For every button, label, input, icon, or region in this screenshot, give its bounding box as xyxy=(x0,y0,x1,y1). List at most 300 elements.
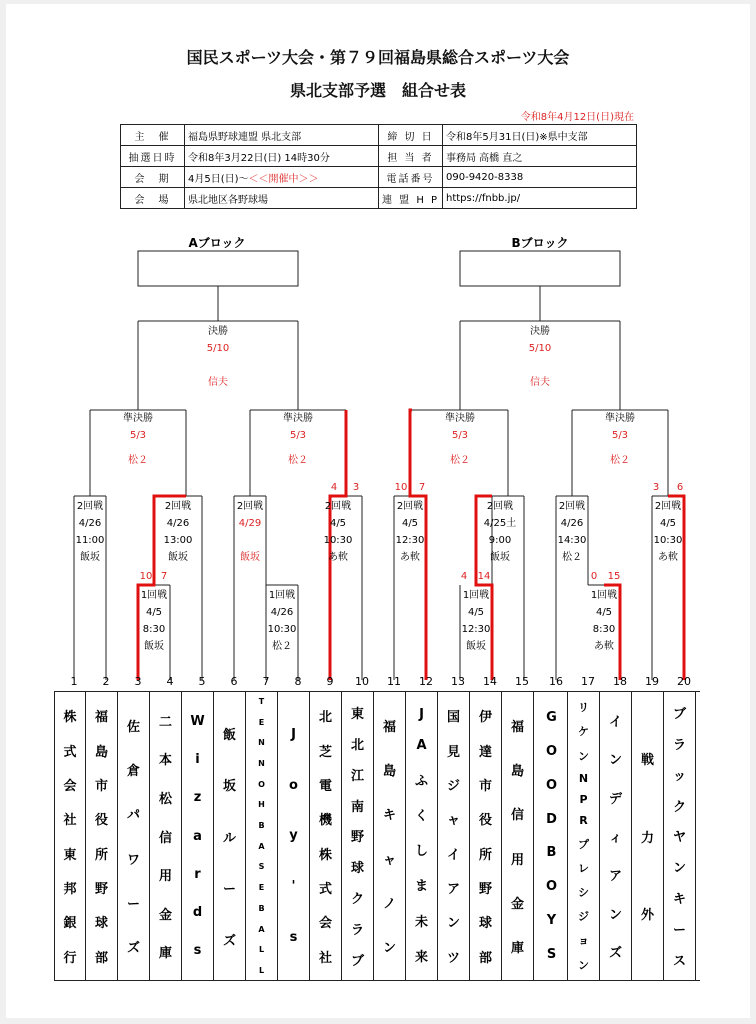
team-name-char: レ xyxy=(578,861,589,875)
round2-7-date: 4/26 xyxy=(560,518,584,529)
round2-3-time xyxy=(230,532,270,549)
team-name-char: 会 xyxy=(318,916,332,932)
team-name-char: 庫 xyxy=(510,940,524,956)
draw-label: 抽選日時 xyxy=(121,146,185,167)
team-name-char: i xyxy=(195,752,200,768)
team-name-char: 南 xyxy=(350,799,364,815)
round2-1-date: 4/26 xyxy=(78,518,102,529)
team-name-char: ス xyxy=(672,954,686,970)
slot-number: 5 xyxy=(198,675,206,688)
team-name-char: 信 xyxy=(510,808,524,824)
round2-1-venue: 飯坂 xyxy=(80,552,100,563)
host-value: 福島県野球連盟 県北支部 xyxy=(185,125,379,146)
team-name-char: ク xyxy=(672,799,686,815)
team-name-char: a xyxy=(193,828,202,844)
team-name-char: d xyxy=(192,904,203,920)
team-name-char: ン xyxy=(578,958,589,972)
score-r2-5-right: 7 xyxy=(418,482,426,493)
team-name-char: 芝 xyxy=(318,744,332,760)
round2-5-time: 12:30 xyxy=(395,535,425,546)
team-name-char: A xyxy=(258,841,265,851)
team-name-char: 球 xyxy=(94,916,108,932)
team-name-char: 未 xyxy=(414,914,428,930)
team-name-char: ア xyxy=(608,869,622,885)
team-name-char: ふ xyxy=(414,773,428,789)
team-name-char: z xyxy=(193,790,202,806)
team-name-char: 来 xyxy=(414,949,428,965)
hp-value[interactable]: https://fnbb.jp/ xyxy=(443,188,637,209)
team-name xyxy=(278,691,310,981)
team-name-char: 用 xyxy=(510,852,524,868)
team-name-char: 飯 xyxy=(222,727,236,743)
slot-number: 14 xyxy=(483,675,497,688)
team-name-char: 東 xyxy=(350,706,364,722)
team-name-char: J xyxy=(419,707,424,723)
team-name-char: パ xyxy=(126,808,140,824)
slot-number: 9 xyxy=(326,675,334,688)
round2-match-1 xyxy=(70,498,110,566)
team-name-char: J xyxy=(291,726,296,742)
final-b-venue: 信夫 xyxy=(530,377,550,388)
team-name-char: ズ xyxy=(126,940,140,956)
round2-1-name: 2回戦 xyxy=(76,501,104,512)
team-name-char: 倉 xyxy=(126,764,140,780)
round1-match-3 xyxy=(456,587,496,655)
round2-5-venue: あ軟 xyxy=(400,552,420,563)
staff-value: 事務局 高橋 直之 xyxy=(443,146,637,167)
round2-4-time: 10:30 xyxy=(323,535,353,546)
semi-3-date: 5/3 xyxy=(451,430,469,441)
team-name-char: 所 xyxy=(94,847,108,863)
team-name-char: ラ xyxy=(672,737,686,753)
round2-match-2 xyxy=(158,498,198,566)
round2-3-name: 2回戦 xyxy=(236,501,264,512)
team-name-char: 役 xyxy=(94,813,108,829)
team-name-char: B xyxy=(258,821,265,831)
team-name-char: し xyxy=(414,844,428,860)
team-name-char: ジ xyxy=(446,778,460,794)
round1-1-name: 1回戦 xyxy=(140,590,168,601)
team-name-char: L xyxy=(258,965,265,975)
semi-2-date: 5/3 xyxy=(289,430,307,441)
team-name-char: O xyxy=(258,779,265,789)
team-name-char: 会 xyxy=(63,778,77,794)
team-name-char: L xyxy=(258,945,265,955)
team-name-char: r xyxy=(194,866,201,882)
team-name xyxy=(118,691,150,981)
final-b-info xyxy=(500,323,580,391)
team-name-char: ジ xyxy=(578,910,589,924)
team-name-char: 野 xyxy=(478,881,492,897)
team-name-char: 市 xyxy=(94,778,108,794)
score-r2-8-right: 6 xyxy=(676,482,684,493)
team-name-char: 機 xyxy=(318,813,332,829)
score-r2-8-left: 3 xyxy=(652,482,660,493)
team-name-char: s xyxy=(193,942,202,958)
team-name-char: キ xyxy=(382,808,396,824)
tournament-subtitle: 県北支部予選 組合せ表 xyxy=(289,81,466,100)
team-name xyxy=(246,691,278,981)
team-name xyxy=(374,691,406,981)
team-name-char: 社 xyxy=(63,813,77,829)
team-name-char: 球 xyxy=(350,861,364,877)
team-name-char: W xyxy=(190,714,205,730)
team-name-char: 電 xyxy=(318,778,332,794)
round2-match-5 xyxy=(390,498,430,566)
team-name-char: 島 xyxy=(94,744,108,760)
block-a-title: Aブロック xyxy=(188,236,246,250)
semi-4-name: 準決勝 xyxy=(605,413,635,424)
team-name xyxy=(536,691,568,981)
team-name-char: 株 xyxy=(63,710,77,726)
team-name-char: ャ xyxy=(446,813,460,829)
round1-2-name: 1回戦 xyxy=(268,590,296,601)
team-name-char: ブ xyxy=(350,954,364,970)
team-name-char: 福 xyxy=(510,720,524,736)
round1-3-name: 1回戦 xyxy=(462,590,490,601)
score-r1c-right: 14 xyxy=(477,571,491,582)
deadline-value: 令和8年5月31日(日)※県中支部 xyxy=(443,125,637,146)
team-name-char: ヤ xyxy=(672,830,686,846)
team-name-char: 本 xyxy=(158,753,172,769)
team-name xyxy=(342,691,374,981)
team-name-char: 邦 xyxy=(63,881,77,897)
slot-number: 8 xyxy=(294,675,302,688)
final-a-venue: 信夫 xyxy=(208,377,228,388)
team-name-char: 江 xyxy=(350,768,364,784)
round2-2-name: 2回戦 xyxy=(164,501,192,512)
team-name-char: ブ xyxy=(672,706,686,722)
round2-match-7 xyxy=(552,498,592,566)
block-b-title: Bブロック xyxy=(511,236,569,250)
slot-number: 7 xyxy=(262,675,270,688)
slot-number: 12 xyxy=(419,675,433,688)
semi-2-info xyxy=(258,410,338,469)
team-name-char: ー xyxy=(672,923,686,939)
score-r2-4-right: 3 xyxy=(352,482,360,493)
semi-1-venue: 松２ xyxy=(128,455,148,466)
team-name xyxy=(470,691,502,981)
semi-4-info xyxy=(580,410,660,469)
team-name xyxy=(310,691,342,981)
team-name-char: 北 xyxy=(318,710,332,726)
team-name-char: R xyxy=(579,814,588,828)
team-name xyxy=(214,691,246,981)
slot-number: 6 xyxy=(230,675,238,688)
score-r2-5-left: 10 xyxy=(394,482,408,493)
team-name-char: 二 xyxy=(158,714,172,730)
team-name-char: 松 xyxy=(158,791,172,807)
team-name-char: 役 xyxy=(478,813,492,829)
team-name xyxy=(600,691,632,981)
team-name xyxy=(568,691,600,981)
slot-number: 20 xyxy=(677,675,691,688)
round2-match-3 xyxy=(230,498,270,566)
team-name-char: 銀 xyxy=(63,916,77,932)
team-name-char: ン xyxy=(608,907,622,923)
block-a-winner-box xyxy=(138,251,298,286)
venue-label: 会 場 xyxy=(121,188,185,209)
team-name-char: キ xyxy=(672,892,686,908)
team-name-char: ク xyxy=(350,892,364,908)
team-name-char: G xyxy=(546,709,557,725)
semi-1-date: 5/3 xyxy=(129,430,147,441)
team-name-char: 見 xyxy=(446,744,460,760)
team-name-char: ャ xyxy=(382,852,396,868)
team-name xyxy=(150,691,182,981)
round1-2-venue: 松２ xyxy=(272,641,292,652)
semi-1-name: 準決勝 xyxy=(123,413,153,424)
semi-1-info xyxy=(98,410,178,469)
team-name-char: イ xyxy=(446,847,460,863)
period-status: ＜＜開催中＞＞ xyxy=(248,173,319,185)
round2-8-name: 2回戦 xyxy=(654,501,682,512)
team-name xyxy=(438,691,470,981)
team-name-char: N xyxy=(258,758,265,768)
round2-6-time: 9:00 xyxy=(488,535,512,546)
round2-5-date: 4/5 xyxy=(401,518,419,529)
team-name-char: イ xyxy=(608,714,622,730)
round1-3-date: 4/5 xyxy=(467,607,485,618)
team-name-char: 伊 xyxy=(478,710,492,726)
team-name-char: 式 xyxy=(318,881,332,897)
round1-4-venue: あ軟 xyxy=(594,641,614,652)
team-name-char: 国 xyxy=(446,710,460,726)
slot-number: 4 xyxy=(166,675,174,688)
slot-number: 15 xyxy=(515,675,529,688)
semi-2-venue: 松２ xyxy=(288,455,308,466)
team-name-char: 福 xyxy=(382,720,396,736)
semi-3-info xyxy=(420,410,500,469)
team-name-char: ン xyxy=(382,940,396,956)
team-name-char: シ xyxy=(578,885,589,899)
round1-1-venue: 飯坂 xyxy=(144,641,164,652)
round1-1-date: 4/5 xyxy=(145,607,163,618)
team-name-char: s xyxy=(289,930,298,946)
semi-3-name: 準決勝 xyxy=(445,413,475,424)
team-name-char: 福 xyxy=(94,710,108,726)
team-name-char: ル xyxy=(222,830,236,846)
team-name-char: T xyxy=(258,696,265,706)
slot-number: 13 xyxy=(451,675,465,688)
team-name-char: H xyxy=(258,800,265,810)
team-name-char: ン xyxy=(578,749,589,763)
team-name-char: o xyxy=(289,777,298,793)
team-name xyxy=(502,691,534,981)
team-name-char: プ xyxy=(578,837,589,851)
round2-4-date: 4/5 xyxy=(329,518,347,529)
round1-match-2 xyxy=(262,587,302,655)
team-name-char: ノ xyxy=(382,896,396,912)
round1-4-name: 1回戦 xyxy=(590,590,618,601)
team-name-char: B xyxy=(258,903,265,913)
round1-4-date: 4/5 xyxy=(595,607,613,618)
team-name-char: 島 xyxy=(382,764,396,780)
team-name-char: O xyxy=(545,879,558,895)
team-name-char: 信 xyxy=(158,830,172,846)
staff-label: 担 当 者 xyxy=(379,146,443,167)
round2-match-4 xyxy=(318,498,358,566)
team-name-char: ョ xyxy=(578,934,589,948)
round2-7-name: 2回戦 xyxy=(558,501,586,512)
team-name-char: S xyxy=(258,862,265,872)
team-name xyxy=(406,691,438,981)
team-name-char: 行 xyxy=(63,950,77,966)
team-name-char: 野 xyxy=(94,881,108,897)
semi-2-name: 準決勝 xyxy=(283,413,313,424)
team-name-char: 戦 xyxy=(640,753,654,769)
slot-number: 19 xyxy=(645,675,659,688)
hp-label: 連 盟 H P xyxy=(379,188,443,209)
round2-3-venue: 飯坂 xyxy=(240,552,260,563)
team-name-char: 東 xyxy=(63,847,77,863)
round2-6-date: 4/25土 xyxy=(483,518,517,529)
round2-8-date: 4/5 xyxy=(659,518,677,529)
team-name-char: ー xyxy=(222,882,236,897)
team-name-char: ッ xyxy=(672,768,686,784)
host-label: 主 催 xyxy=(121,125,185,146)
team-name xyxy=(182,691,214,981)
team-name-char: 島 xyxy=(510,764,524,780)
team-name-char: ン xyxy=(672,861,686,877)
team-name-char: 社 xyxy=(318,950,332,966)
team-name-char: デ xyxy=(608,791,622,807)
team-name-char: 金 xyxy=(158,907,172,923)
score-r1a-left: 10 xyxy=(139,571,153,582)
team-name-char: 市 xyxy=(478,778,492,794)
team-name-char: Y xyxy=(546,913,557,929)
team-name-char: ま xyxy=(414,879,428,895)
round2-match-8 xyxy=(648,498,688,566)
slot-number: 3 xyxy=(134,675,142,688)
round2-match-6 xyxy=(480,498,520,566)
team-name-char: ワ xyxy=(126,852,140,868)
team-name-char: A xyxy=(258,924,265,934)
round2-2-venue: 飯坂 xyxy=(168,552,188,563)
team-name-char: 式 xyxy=(63,744,77,760)
final-a-info xyxy=(178,323,258,391)
team-name-char: 金 xyxy=(510,896,524,912)
team-name-char: O xyxy=(545,777,558,793)
round2-1-time: 11:00 xyxy=(75,535,105,546)
team-name-char: 野 xyxy=(350,830,364,846)
slot-number: 17 xyxy=(581,675,595,688)
round2-6-name: 2回戦 xyxy=(486,501,514,512)
team-name-char: D xyxy=(546,811,557,827)
round2-4-venue: あ軟 xyxy=(328,552,348,563)
round1-match-1 xyxy=(134,587,174,655)
team-name-char: 庫 xyxy=(158,946,172,962)
team-name-char: く xyxy=(414,808,428,824)
team-name-char: ツ xyxy=(446,950,460,966)
team-name-char: リ xyxy=(578,701,589,715)
team-name-char: B xyxy=(546,845,557,861)
team-name-char: N xyxy=(258,738,265,748)
team-name xyxy=(54,691,86,981)
round2-7-venue: 松２ xyxy=(562,552,582,563)
score-r1a-right: 7 xyxy=(160,571,168,582)
team-name-char: ラ xyxy=(350,923,364,939)
round2-2-time: 13:00 xyxy=(163,535,193,546)
team-name-char: y xyxy=(289,828,298,844)
team-name-char: ン xyxy=(608,753,622,769)
round1-2-date: 4/26 xyxy=(270,607,294,618)
round2-7-time: 14:30 xyxy=(557,535,587,546)
team-name-char: P xyxy=(579,793,588,807)
round2-6-venue: 飯坂 xyxy=(490,552,510,563)
as-of-date: 令和8年4月12日(日)現在 xyxy=(520,112,634,123)
round1-4-time: 8:30 xyxy=(592,624,616,635)
team-name-char: 所 xyxy=(478,847,492,863)
team-name-char: 株 xyxy=(318,847,332,863)
team-name-char: ケ xyxy=(578,725,589,739)
team-name-char: 坂 xyxy=(222,779,236,794)
team-name-char: 外 xyxy=(640,907,654,923)
round2-8-time: 10:30 xyxy=(653,535,683,546)
score-r1d-right: 15 xyxy=(607,571,621,582)
team-name-char: O xyxy=(545,743,558,759)
slot-number: 1 xyxy=(70,675,78,688)
semi-3-venue: 松２ xyxy=(450,455,470,466)
period-dates: 4月5日(日)～ xyxy=(188,173,249,185)
team-name-char: ' xyxy=(291,879,296,895)
score-r1c-left: 4 xyxy=(460,571,468,582)
team-name-char: E xyxy=(258,717,265,727)
round1-match-4 xyxy=(584,587,624,655)
team-name-char: 北 xyxy=(350,737,364,753)
round2-3-date: 4/29 xyxy=(238,518,262,529)
final-a-date: 5/10 xyxy=(206,343,230,354)
final-a-name: 決勝 xyxy=(208,326,228,337)
period-label: 会 期 xyxy=(121,167,185,188)
team-name-char: A xyxy=(416,738,427,754)
round2-8-venue: あ軟 xyxy=(658,552,678,563)
team-name-char: 達 xyxy=(478,744,492,760)
slot-number: 10 xyxy=(355,675,369,688)
score-r1d-left: 0 xyxy=(590,571,598,582)
team-name-char: ア xyxy=(446,881,460,897)
slot-number: 2 xyxy=(102,675,110,688)
round2-5-name: 2回戦 xyxy=(396,501,424,512)
team-name xyxy=(632,691,664,981)
score-r2-4-left: 4 xyxy=(330,482,338,493)
team-name-char: 部 xyxy=(478,950,492,966)
team-name-char: 力 xyxy=(640,830,654,846)
final-b-date: 5/10 xyxy=(528,343,552,354)
final-b-name: 決勝 xyxy=(530,326,550,337)
venue-value: 県北地区各野球場 xyxy=(185,188,379,209)
team-name-char: ィ xyxy=(608,830,622,846)
semi-4-venue: 松２ xyxy=(610,455,630,466)
team-name-char: ズ xyxy=(608,946,622,962)
round1-3-venue: 飯坂 xyxy=(466,641,486,652)
round2-2-date: 4/26 xyxy=(166,518,190,529)
semi-4-date: 5/3 xyxy=(611,430,629,441)
team-name-char: ズ xyxy=(222,933,236,949)
team-name-char: 用 xyxy=(158,869,172,885)
phone-label: 電話番号 xyxy=(379,167,443,188)
block-b-winner-box xyxy=(460,251,620,286)
round1-1-time: 8:30 xyxy=(142,624,166,635)
team-name-char: 球 xyxy=(478,916,492,932)
team-name-char: N xyxy=(578,771,589,785)
team-name-char: S xyxy=(546,947,557,962)
slot-number: 16 xyxy=(549,675,563,688)
slot-number: 18 xyxy=(613,675,627,688)
team-name xyxy=(664,691,696,981)
round2-4-name: 2回戦 xyxy=(324,501,352,512)
team-name-char: ー xyxy=(126,896,140,912)
